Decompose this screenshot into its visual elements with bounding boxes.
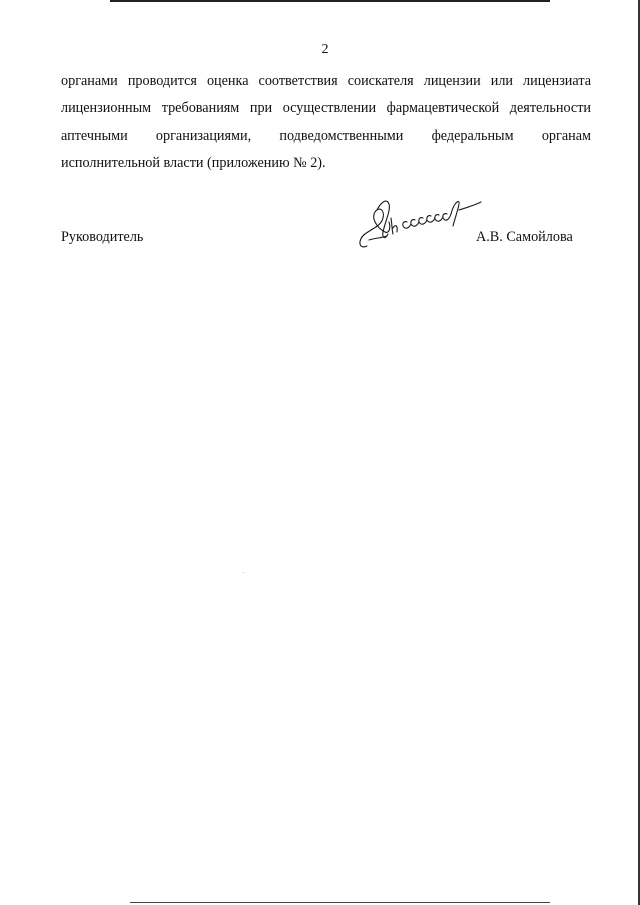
scan-artifact: [243, 572, 244, 573]
body-line: лицензионным требованиям при осуществлении фармацевтической деятельности: [61, 100, 591, 117]
page-number: 2: [321, 42, 329, 57]
body-paragraph: [61, 68, 591, 177]
body-line: аптечными организациями, подведомственными федеральным органам: [61, 127, 591, 144]
body-line: исполнительной власти (приложению № 2).: [61, 154, 326, 171]
scan-edge-bottom: [130, 902, 550, 903]
scan-edge-top: [110, 0, 550, 2]
signer-name: А.В. Самойлова: [476, 229, 573, 245]
body-line: органами проводится оценка соответствия соискателя лицензии или лицензиата: [61, 73, 591, 89]
signer-position: Руководитель: [61, 229, 144, 245]
handwritten-signature: [355, 188, 490, 258]
